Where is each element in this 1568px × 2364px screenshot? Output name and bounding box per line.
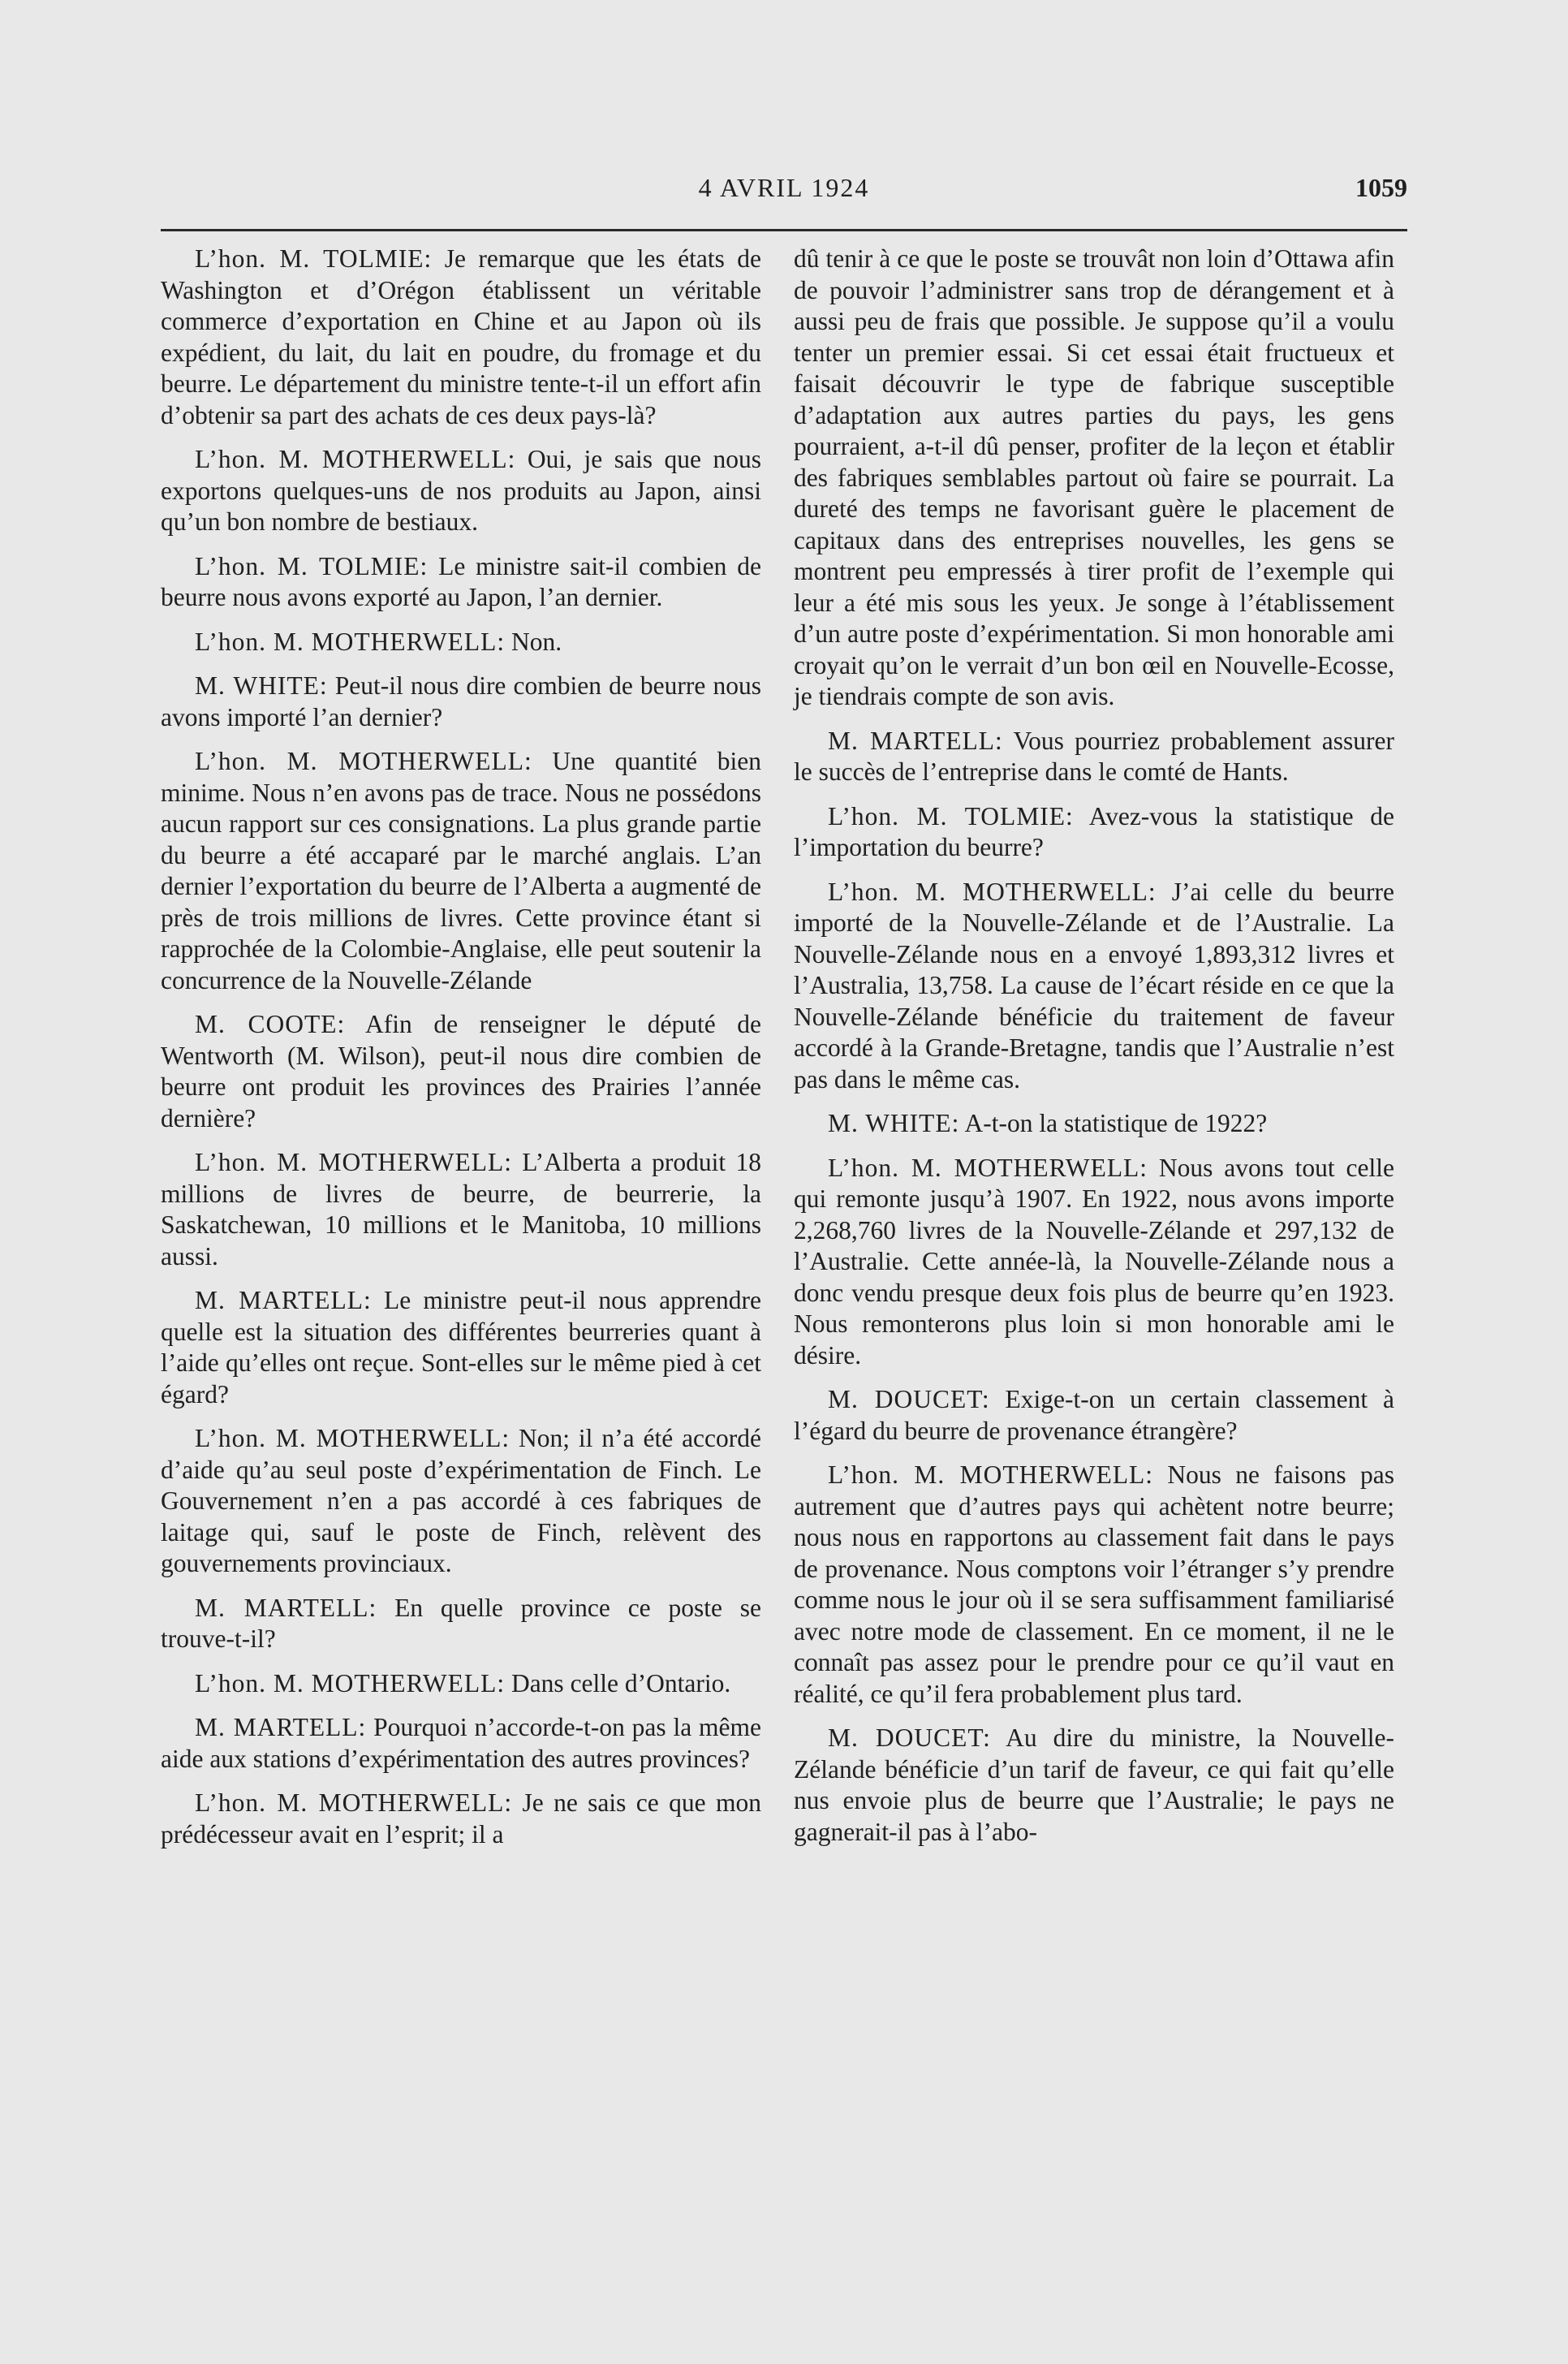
speech-text: Non; il n’a été accordé d’aide qu’au seul poste d’expérimentation de Finch. Le Gouvernement n’en a pas accordé à ces fabriques de laitage qui, sauf le poste de Finch, relèvent des gouvernements provinciaux. (161, 1424, 761, 1577)
paragraph (161, 627, 761, 658)
paragraph (161, 1423, 761, 1580)
speaker-name: L’hon. M. MOTHERWELL: (195, 1148, 512, 1176)
speech-text: Oui, je sais que nous exportons quelques-uns de nos produits au Japon, ainsi qu’un bon nombre de bestiaux. (161, 445, 761, 536)
speaker-name: M. COOTE: (195, 1010, 346, 1038)
paragraph (794, 1108, 1394, 1140)
paragraph (794, 1153, 1394, 1372)
speaker-name: M. DOUCET: (828, 1723, 991, 1752)
speaker-name: M. WHITE: (195, 671, 328, 700)
speaker-name: L’hon. M. MOTHERWELL: (828, 877, 1157, 906)
paragraph (161, 444, 761, 538)
speech-text: Au dire du ministre, la Nouvelle-Zélande bénéficie d’un tarif de faveur, ce qui fait qu’elle nus envoie plus de beurre que l’Australie; le pays ne gagnerait-il pas à l’abo- (794, 1723, 1394, 1846)
header-date: 4 AVRIL 1924 (698, 173, 870, 202)
speaker-name: L’hon. M. MOTHERWELL: (195, 627, 506, 656)
paragraph (161, 1712, 761, 1775)
speaker-name: M. MARTELL: (195, 1713, 367, 1741)
speaker-name: L’hon. M. TOLMIE: (195, 244, 433, 273)
paragraph (161, 1788, 761, 1850)
paragraph (161, 746, 761, 996)
paragraph (794, 1384, 1394, 1447)
speaker-name: L’hon. M. TOLMIE: (195, 551, 429, 580)
speech-text: Nous avons tout celle qui remonte jusqu’à 1907. En 1922, nous avons importe 2,268,760 livres de la Nouvelle-Zélande et 297,132 de l’Australie. Cette année-là, la Nouvelle-Zélande nous a donc vendu presque deux fois plus de beurre qu’en 1923. Nous remonterons plus loin si mon honorable ami le désire. (794, 1153, 1394, 1370)
paragraph (161, 1593, 761, 1655)
speech-text: Dans celle d’Ontario. (505, 1668, 731, 1698)
speaker-name: L’hon. M. MOTHERWELL: (195, 1424, 510, 1452)
speech-text: Je remarque que les états de Washington et d’Orégon établissent un véritable commerce d’exportation en Chine et au Japon où ils expédient, du lait, du lait en poudre, du fromage et du beurre. Le département du ministre tente-t-il un effort afin d’obtenir sa part des achats de ces deux pays-là? (161, 244, 762, 429)
speech-text: Vous pourriez probablement assurer le succès de l’entreprise dans le comté de Hants. (794, 726, 1395, 786)
paragraph (161, 1668, 761, 1700)
speech-text: Afin de renseigner le député de Wentworth (M. Wilson), peut-il nous dire combien de beurre ont produit les provinces des Prairies l’année dernière? (161, 1010, 761, 1132)
paragraph (794, 726, 1394, 788)
speaker-name: M. WHITE: (828, 1109, 960, 1137)
paragraph (794, 801, 1394, 864)
left-column (161, 244, 761, 1863)
paragraph (161, 1285, 761, 1410)
speech-text: Peut-il nous dire combien de beurre nous avons importé l’an dernier? (161, 671, 761, 731)
paragraph (161, 244, 761, 431)
speech-text: Avez-vous la statistique de l’importation du beurre? (794, 801, 1394, 861)
page-number: 1059 (1355, 173, 1407, 202)
right-column (794, 244, 1394, 1861)
speaker-name: L’hon. M. MOTHERWELL: (195, 445, 516, 473)
speaker-name: M. MARTELL: (828, 726, 1003, 755)
paragraph (161, 1147, 761, 1272)
speech-text: En quelle province ce poste se trouve-t-il? (161, 1593, 761, 1653)
speech-text: L’Alberta a produit 18 millions de livres de beurre, de beurrerie, la Saskatchewan, 10 millions et le Manitoba, 10 millions aussi. (161, 1148, 761, 1270)
speech-text: Pourquoi n’accorde-t-on pas la même aide aux stations d’expérimentation des autres provinces? (161, 1713, 761, 1773)
speaker-name: L’hon. M. TOLMIE: (828, 801, 1074, 830)
speech-text: Nous ne faisons pas autrement que d’autres pays qui achètent notre beurre; nous nous en rapportons au classement fait dans le pays de provenance. Nous comptons voir l’étranger s’y prendre comme nous le jour où il se sera suffisamment familiarisé avec notre mode de classement. En ce moment, il ne le connaît pas assez pour le prendre pour ce qu’il vaut en réalité, ce qu’il fera probablement plus tard. (794, 1460, 1394, 1708)
paragraph (794, 1723, 1394, 1848)
page-header (161, 166, 1407, 215)
paragraph (161, 671, 761, 733)
paragraph (161, 551, 761, 614)
speaker-name: L’hon. M. MOTHERWELL: (828, 1460, 1154, 1489)
speech-text: Exige-t-on un certain classement à l’égard du beurre de provenance étrangère? (794, 1385, 1394, 1445)
speech-text: Je ne sais ce que mon prédécesseur avait en l’esprit; il a (161, 1788, 761, 1848)
speech-text: Non. (505, 627, 562, 656)
speaker-name: L’hon. M. MOTHERWELL: (828, 1153, 1148, 1182)
speaker-name: M. MARTELL: (195, 1286, 372, 1314)
speaker-name: M. MARTELL: (195, 1593, 377, 1622)
paragraph (794, 1460, 1394, 1710)
speaker-name: L’hon. M. MOTHERWELL: (195, 1788, 513, 1817)
speaker-name: L’hon. M. MOTHERWELL: (195, 747, 532, 775)
speaker-name: M. DOUCET: (828, 1385, 990, 1413)
paragraph (161, 1009, 761, 1134)
header-rule (161, 229, 1407, 231)
speaker-name: L’hon. M. MOTHERWELL: (195, 1668, 506, 1698)
speech-text: Le ministre sait-il combien de beurre nous avons exporté au Japon, l’an dernier. (161, 551, 761, 611)
speech-text: J’ai celle du beurre importé de la Nouvelle-Zélande et de l’Australie. La Nouvelle-Zélande nous en a envoyé 1,893,312 livres et l’Australia, 13,758. La cause de l’écart réside en ce que la Nouvelle-Zélande bénéficie du traitement de faveur accordé à la Grande-Bretagne, tandis que l’Australie n’est pas dans le même cas. (794, 877, 1394, 1094)
speech-text: Une quantité bien minime. Nous n’en avons pas de trace. Nous ne possédons aucun rapport sur ces consignations. La plus grande partie du beurre a été accaparé par le marché anglais. L’an dernier l’exportation du beurre de l’Alberta a augmenté de près de trois millions de livres. Cette province étant si rapprochée de la Colombie-Anglaise, elle peut soutenir la concurrence de la Nouvelle-Zélande (161, 747, 761, 994)
speech-text: Le ministre peut-il nous apprendre quelle est la situation des différentes beurreries quant à l’aide qu’elles ont reçue. Sont-elles sur le même pied à cet égard? (161, 1286, 761, 1408)
continued-paragraph: dû tenir à ce que le poste se trouvât non loin d’Ottawa afin de pouvoir l’administrer sans trop de dérangement et à aussi peu de frais que possible. Je suppose qu’il a voulu tenter un premier essai. Si cet essai était fructueux et faisait découvrir le type de fabrique susceptible d’adaptation aux autres parties du pays, les gens pourraient, a-t-il dû penser, profiter de la leçon et établir des fabriques semblables partout où faire se pourrait. La dureté des temps ne favorisant guère le placement de capitaux dans des entreprises nouvelles, les gens se montrent peu empressés à tirer profit de l’exemple qui leur a été mis sous les yeux. Je songe à l’établissement d’un autre poste d’expérimentation. Si mon honorable ami croyait qu’on le verrait d’un bon œil en Nouvelle-Ecosse, je tiendrais compte de son avis. (794, 244, 1394, 710)
paragraph (794, 877, 1394, 1096)
speech-text: A-t-on la statistique de 1922? (959, 1109, 1268, 1137)
